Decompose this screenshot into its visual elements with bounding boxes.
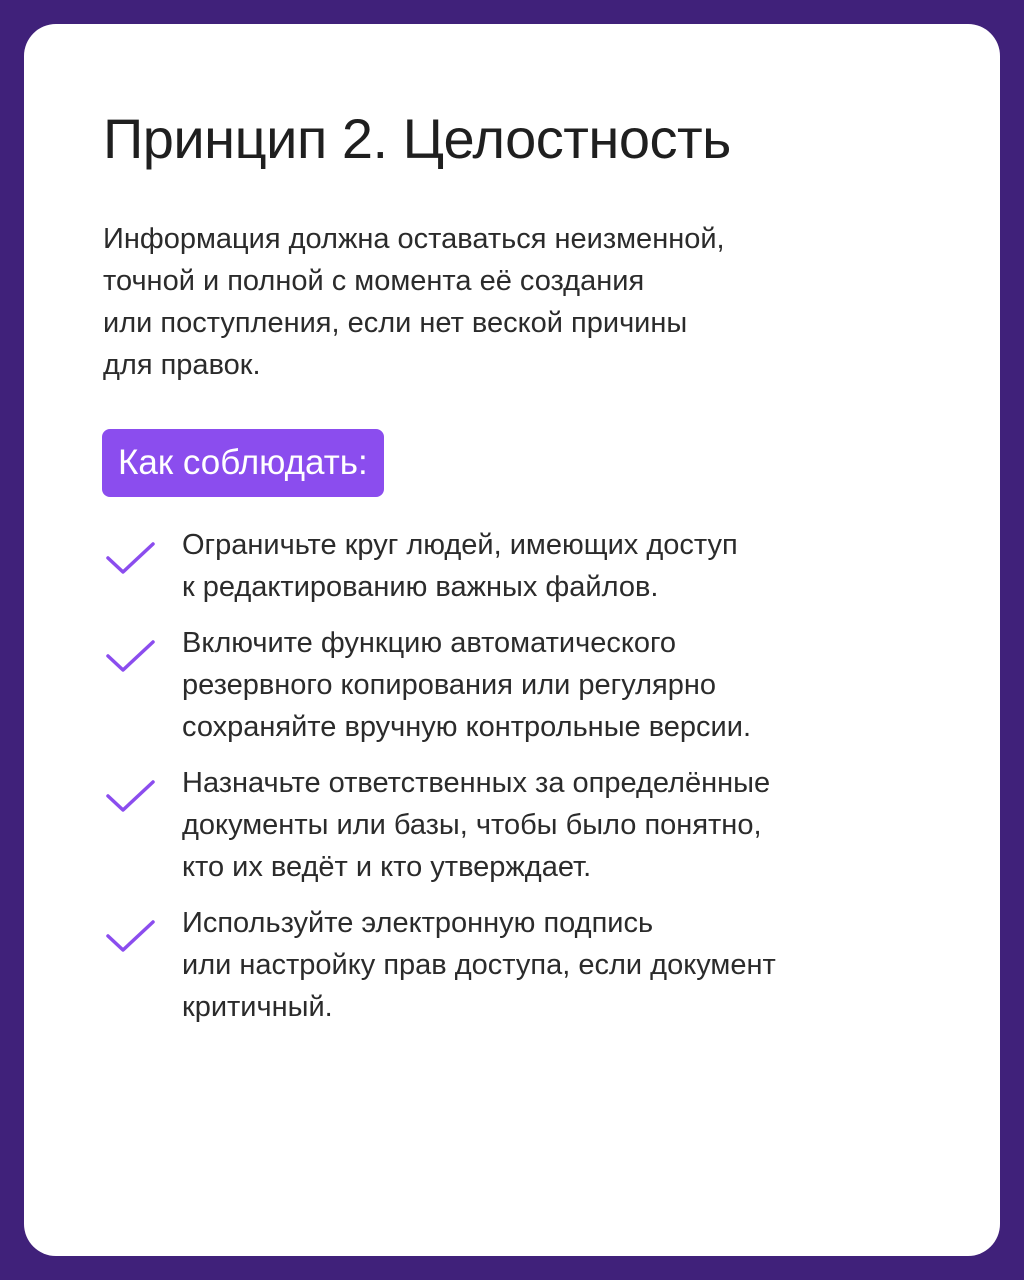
list-item-text: Ограничьте круг людей, имеющих доступ к редактированию важных файлов. [182,529,738,603]
list-item-text: Включите функцию автоматического резервного копирования или регулярно сохраняйте вручную контрольные версии. [182,627,752,743]
list-item-text: Назначьте ответственных за определённые документы или базы, чтобы было понятно, кто их ведёт и кто утверждает. [182,767,771,883]
section-badge: Как соблюдать: [102,429,384,497]
list-item-text: Используйте электронную подпись или настройку прав доступа, если документ критичный. [182,907,776,1023]
list-item [104,622,904,748]
list-item [104,902,904,1028]
check-icon [104,776,158,816]
intro-text: Информация должна оставаться неизменной, точной и полной с момента её создания или поступления, если нет веской причины для правок. [103,223,725,381]
page-title: Принцип 2. Целостность [103,107,731,170]
check-icon [104,636,158,676]
check-icon [104,916,158,956]
check-icon [104,538,158,578]
checklist [104,524,904,1042]
list-item [104,524,904,608]
list-item [104,762,904,888]
content-card [24,24,1000,1256]
